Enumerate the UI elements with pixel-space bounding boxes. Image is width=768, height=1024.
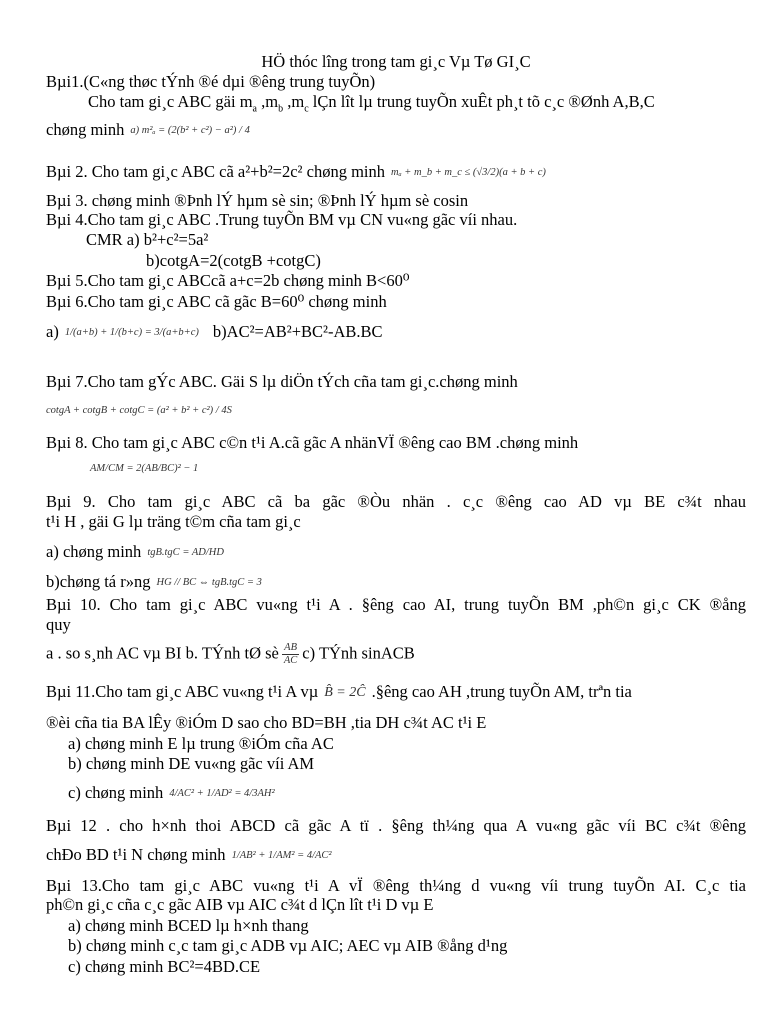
formula-ex2: mₐ + m_b + m_c ≤ (√3/2)(a + b + c) — [391, 167, 546, 179]
ex2-text: Bµi 2. Cho tam gi¸c ABC cã a²+b²=2c² chøng minh — [46, 162, 385, 181]
exercise-5: Bµi 5.Cho tam gi¸c ABCcã a+c=2b chøng minh B<60⁰ — [46, 271, 410, 290]
exercise-13-line2: ph©n gi¸c cña c¸c gãc AIB vµ AIC c¾t d lÇn lît t¹i D vµ E — [46, 895, 434, 914]
ex9b-label: b)chøng tá r»ng — [46, 572, 151, 591]
exercise-12: Bµi 12 . cho h×nh thoi ABCD cã gãc A tï . §êng th¼ng qua A vu«ng gãc víi BC c¾t ®êng — [46, 816, 746, 835]
ex6b-text: b)AC²=AB²+BC²-AB.BC — [212, 322, 383, 341]
ex10ab-text: a . so s¸nh AC vµ BI b. TÝnh tØ sè — [46, 643, 279, 663]
ex11-text-a: Bµi 11.Cho tam gi¸c ABC vu«ng t¹i A vµ — [46, 682, 319, 701]
ex6a-label: a) — [46, 322, 59, 341]
exercise-9a — [46, 542, 746, 563]
ex11c-label: c) chøng minh — [68, 783, 164, 802]
ex9a-label: a) chøng minh — [46, 542, 142, 561]
exercise-10-parts — [46, 642, 746, 667]
exercise-1-prove — [46, 120, 746, 141]
exercise-11-line2: ®èi cña tia BA lÊy ®iÓm D sao cho BD=BH ,tia DH c¾t AC t¹i E — [46, 713, 487, 732]
exercise-1-text: Cho tam gi¸c ABC gäi $m_a$ $,m_b$ $,m_c$ lÇn lît lµ trung tuyÕn xuÊt ph¸t tõ c¸c ®Ønh A,B,C — [88, 92, 655, 115]
ex10c-text: c) TÝnh sinACB — [302, 643, 415, 663]
exercise-6: Bµi 6.Cho tam gi¸c ABC cã gãc B=60⁰ chøng minh — [46, 292, 387, 311]
exercise-13b: b) chøng minh c¸c tam gi¸c ADB vµ AIC; AEC vµ AIB ®ång d¹ng — [68, 936, 508, 955]
formula-ex12: 1/AB² + 1/AM² = 4/AC² — [231, 850, 332, 862]
exercise-7: Bµi 7.Cho tam gÝc ABC. Gäi S lµ diÖn tÝch cña tam gi¸c.chøng minh — [46, 372, 518, 391]
exercise-13a: a) chøng minh BCED lµ h×nh thang — [68, 916, 309, 935]
exercise-10: Bµi 10. Cho tam gi¸c ABC vu«ng t¹i A . §êng cao AI, trung tuyÕn BM ,ph©n gi¸c CK ®ång — [46, 595, 746, 614]
fraction-ab-ac: $\frac{AB}{AC}$ — [283, 642, 298, 666]
exercise-9-line2: t¹i H , gäi G lµ träng t©m cña tam gi¸c — [46, 512, 301, 531]
exercise-9b — [46, 572, 746, 593]
exercise-11a: a) chøng minh E lµ trung ®iÓm cña AC — [68, 734, 334, 753]
formula-median: a) m²ₐ = (2(b² + c²) − a²) / 4 — [130, 125, 250, 137]
exercise-4b: b)cotgA=2(cotgB +cotgC) — [146, 251, 321, 270]
exercise-11 — [46, 682, 746, 703]
exercise-13: Bµi 13.Cho tam gi¸c ABC vu«ng t¹i A vÏ ®êng th¼ng d vu«ng víi trung tuyÕn AI. C¸c tia — [46, 876, 746, 895]
exercise-1-title: Bµi1.(C«ng thøc tÝnh ®é dµi ®êng trung tuyÕn) — [46, 72, 376, 91]
angle-b-2c: B̂ = 2Ĉ — [324, 685, 366, 701]
exercise-2 — [46, 162, 746, 183]
exercise-9: Bµi 9. Cho tam gi¸c ABC cã ba gãc ®Òu nhän . c¸c ®êng cao AD vµ BE c¾t nhau — [46, 492, 746, 511]
exercise-6-parts — [46, 322, 746, 343]
formula-ex7: cotgA + cotgB + cotgC = (a² + b² + c²) / 4S — [46, 405, 232, 417]
formula-ex9a: tgB.tgC = AD/HD — [147, 547, 224, 559]
exercise-8-formula — [90, 458, 746, 479]
exercise-4: Bµi 4.Cho tam gi¸c ABC .Trung tuyÕn BM vµ CN vu«ng gãc víi nhau. — [46, 210, 518, 229]
exercise-11c — [68, 783, 746, 804]
exercise-8: Bµi 8. Cho tam gi¸c ABC c©n t¹i A.cã gãc A nhänVÏ ®êng cao BM .chøng minh — [46, 433, 579, 452]
ex12-text: chÐo BD t¹i N chøng minh — [46, 845, 226, 864]
formula-ex11c: 4/AC² + 1/AD² = 4/3AH² — [169, 788, 275, 800]
exercise-11b: b) chøng minh DE vu«ng gãc víi AM — [68, 754, 315, 773]
exercise-12-line2 — [46, 845, 746, 866]
formula-ex9b: HG // BC ⇔ tgB.tgC = 3 — [156, 577, 262, 589]
exercise-4a: CMR a) b²+c²=5a² — [86, 230, 209, 249]
formula-ex8: AM/CM = 2(AB/BC)² − 1 — [90, 463, 199, 475]
exercise-3: Bµi 3. chøng minh ®Þnh lÝ hµm sè sin; ®Þnh lÝ hµm sè cosin — [46, 191, 469, 210]
ex11-text-b: .§êng cao AH ,trung tuyÕn AM, trªn tia — [371, 682, 632, 701]
prove-label: chøng minh — [46, 120, 125, 139]
exercise-13c: c) chøng minh BC²=4BD.CE — [68, 957, 261, 976]
document-title: HÖ thóc lîng trong tam gi¸c Vµ Tø GI¸C — [261, 52, 531, 71]
formula-ex6a: 1/(a+b) + 1/(b+c) = 3/(a+b+c) — [64, 327, 199, 339]
exercise-7-formula — [46, 400, 746, 421]
ex1-text-a: Cho tam gi¸c ABC gäi m — [88, 92, 253, 111]
ex1-text-b: lÇn lît lµ trung tuyÕn xuÊt ph¸t tõ c¸c ®Ønh A,B,C — [308, 92, 655, 111]
exercise-10-line2: quy — [46, 615, 71, 634]
